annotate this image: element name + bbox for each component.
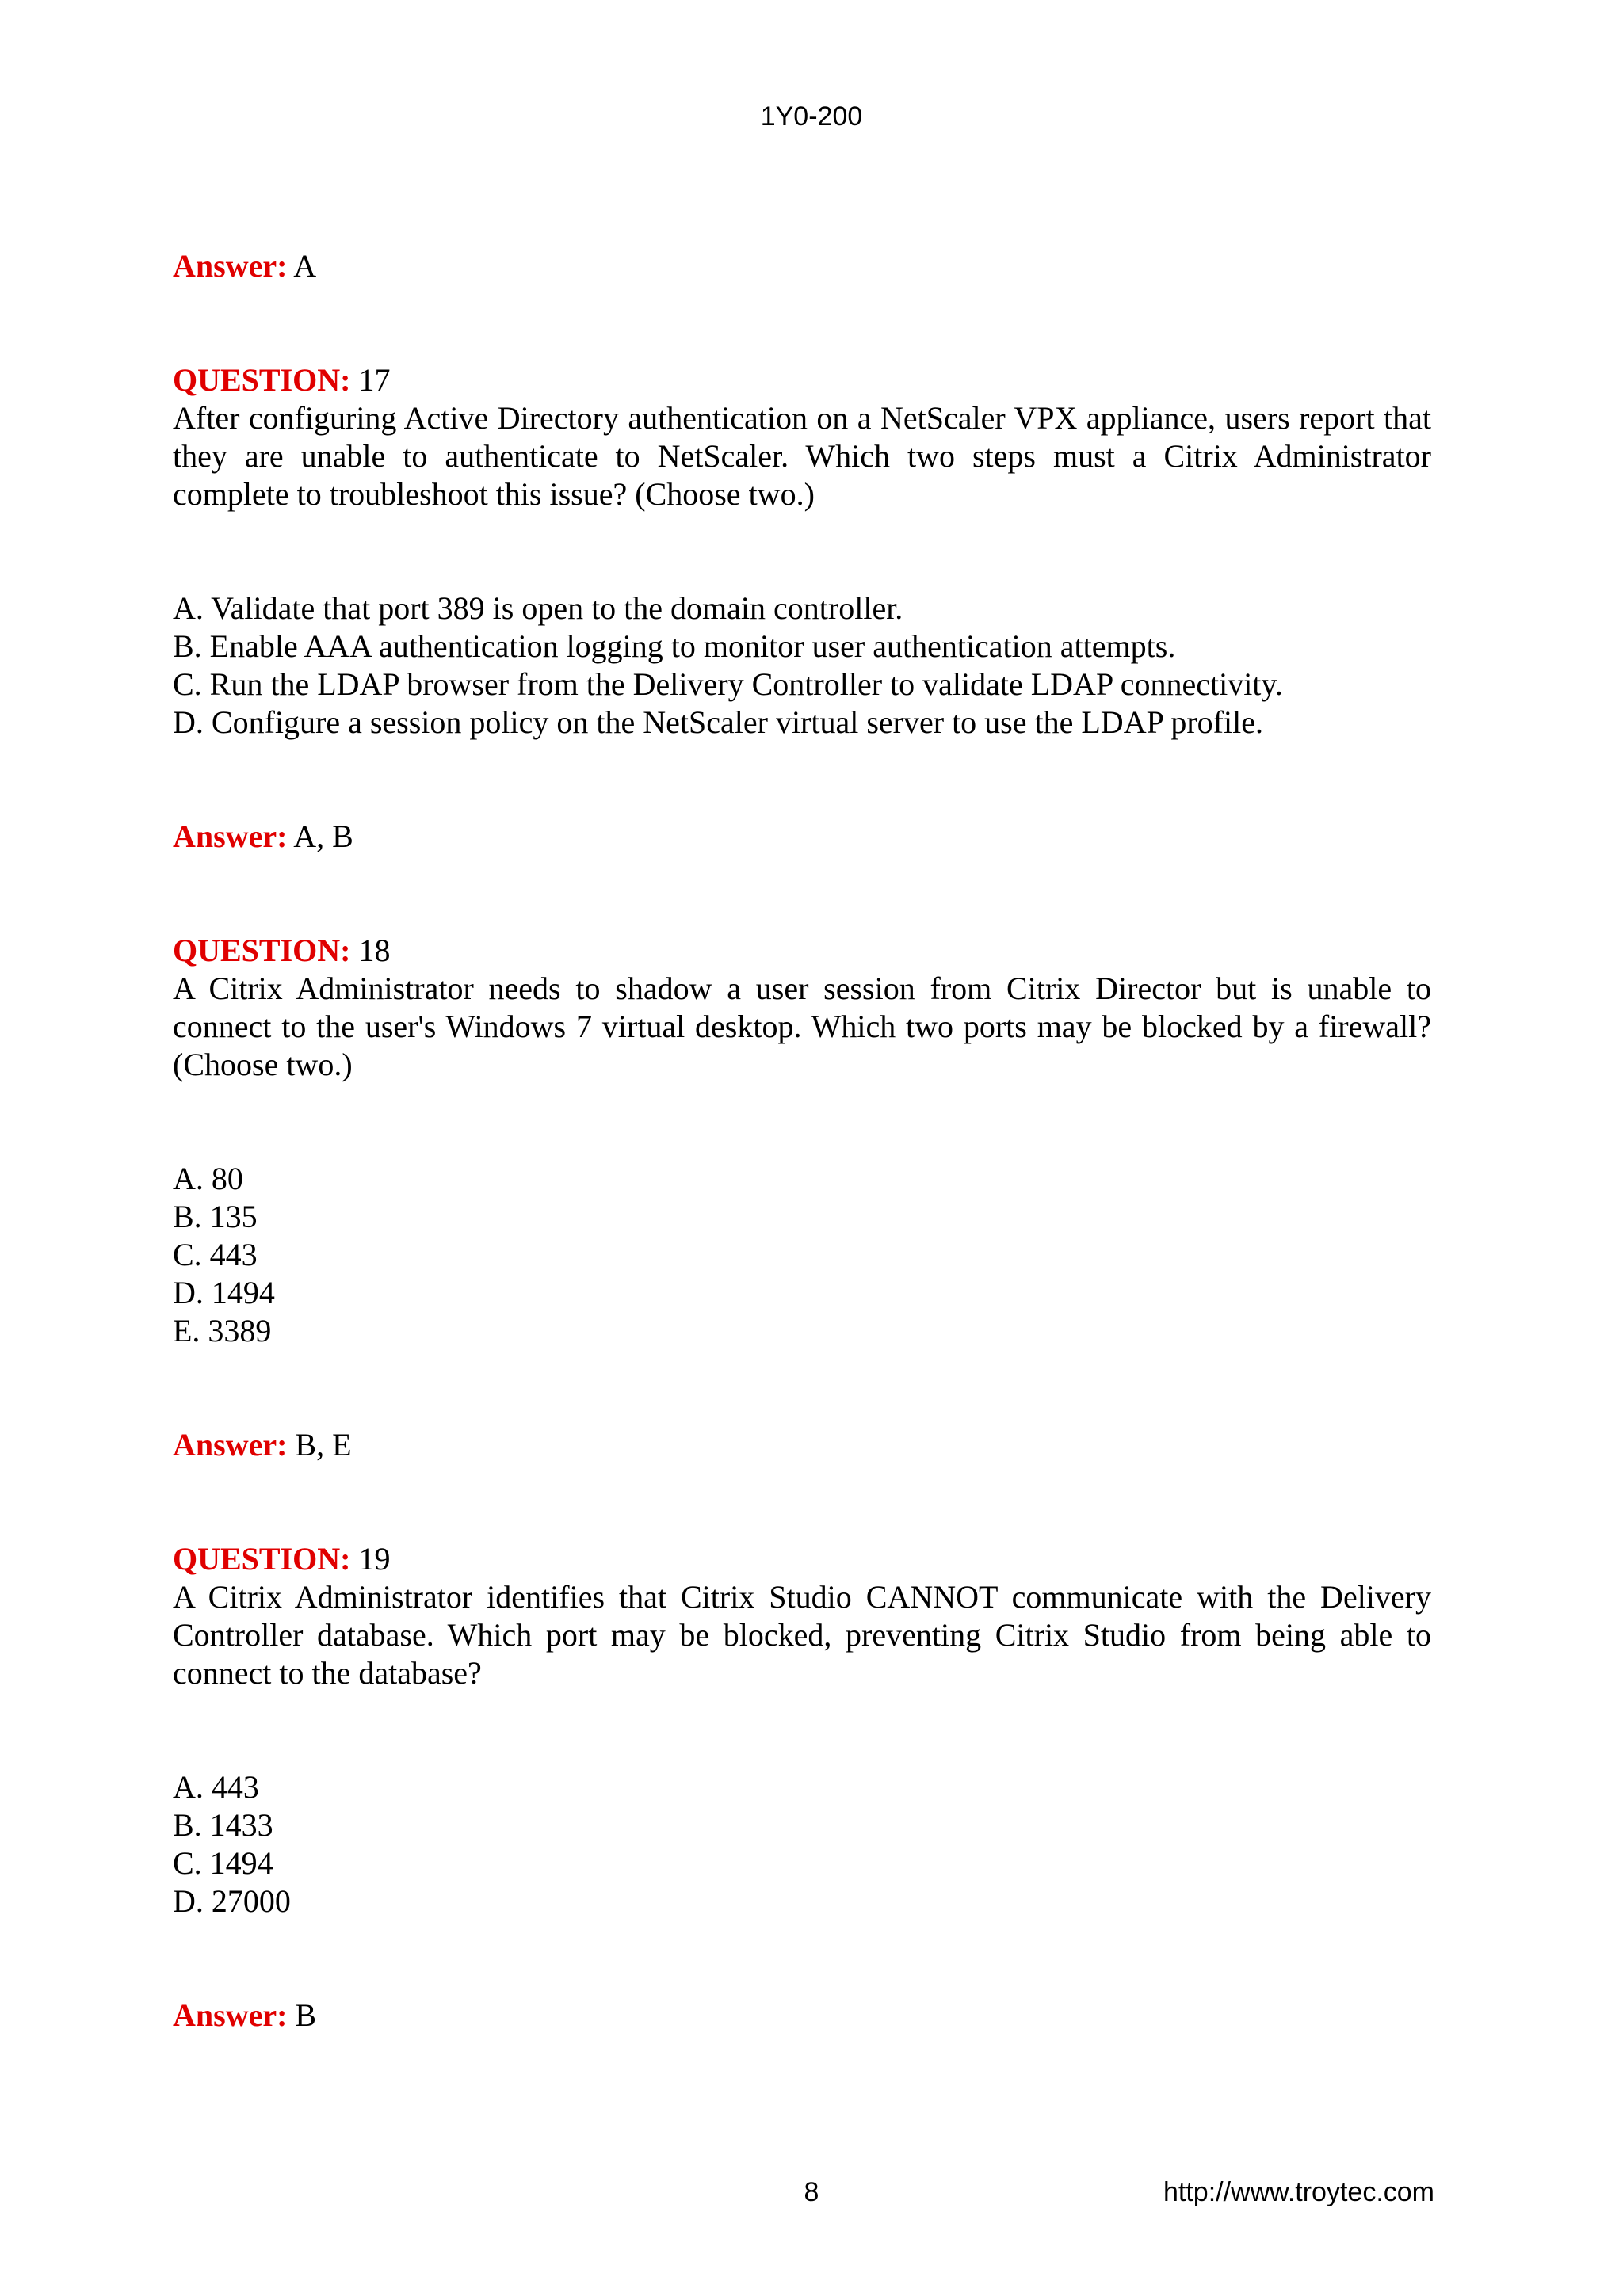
question-number: 18 <box>358 933 391 968</box>
option-item: A. 80 <box>173 1161 243 1196</box>
answer-value: B <box>295 1997 317 2033</box>
options-list-19 <box>173 1768 1431 1920</box>
question-heading <box>173 361 1431 399</box>
question-18 <box>173 932 1431 1084</box>
option-item: D. 1494 <box>173 1275 275 1310</box>
question-text: A Citrix Administrator identifies that Citrix Studio CANNOT communicate with the Delivery Controller database. Which port may be blocked, preventing Citrix Studio from being able to connect to the database? <box>173 1579 1431 1691</box>
option-item: A. Validate that port 389 is open to the domain controller. <box>173 590 903 626</box>
option-item: B. 1433 <box>173 1807 273 1843</box>
page-content <box>173 247 1431 2035</box>
option-item: D. Configure a session policy on the NetScaler virtual server to use the LDAP profile. <box>173 704 1263 740</box>
option-item: C. Run the LDAP browser from the Delivery Controller to validate LDAP connectivity. <box>173 666 1283 702</box>
answer-value: A <box>293 248 317 284</box>
option-item: D. 27000 <box>173 1883 291 1919</box>
answer-block-17 <box>173 818 1431 856</box>
answer-label: Answer: <box>173 1427 288 1463</box>
question-number: 17 <box>358 362 391 398</box>
option-item: C. 1494 <box>173 1845 273 1881</box>
question-number: 19 <box>358 1541 391 1577</box>
option-item: E. 3389 <box>173 1313 272 1348</box>
page-header-exam-code: 1Y0-200 <box>760 101 863 132</box>
question-heading <box>173 932 1431 970</box>
answer-label: Answer: <box>173 248 288 284</box>
question-label: QUESTION: <box>173 1541 351 1577</box>
question-19 <box>173 1540 1431 1692</box>
question-text: After configuring Active Directory authentication on a NetScaler VPX appliance, users report that they are unable to authenticate to NetScaler. Which two steps must a Citrix Administrator complete to troubleshoot this issue? (Choose two.) <box>173 400 1431 512</box>
answer-block-19 <box>173 1997 1431 2035</box>
option-item: B. Enable AAA authentication logging to monitor user authentication attempts. <box>173 628 1176 664</box>
question-label: QUESTION: <box>173 362 351 398</box>
option-item: C. 443 <box>173 1237 258 1272</box>
question-heading <box>173 1540 1431 1578</box>
answer-label: Answer: <box>173 818 288 854</box>
answer-value: B, E <box>295 1427 352 1463</box>
page-number: 8 <box>804 2177 819 2207</box>
option-item: A. 443 <box>173 1769 259 1805</box>
question-text: A Citrix Administrator needs to shadow a user session from Citrix Director but is unable to connect to the user's Windows 7 virtual desktop. Which two ports may be blocked by a firewall? (Choose two.) <box>173 971 1431 1082</box>
options-list-17 <box>173 589 1431 742</box>
answer-block-prev <box>173 247 1431 285</box>
answer-value: A, B <box>293 818 353 854</box>
answer-block-18 <box>173 1426 1431 1464</box>
option-item: B. 135 <box>173 1199 258 1234</box>
question-17 <box>173 361 1431 513</box>
question-label: QUESTION: <box>173 933 351 968</box>
options-list-18 <box>173 1160 1431 1350</box>
answer-label: Answer: <box>173 1997 288 2033</box>
footer-url: http://www.troytec.com <box>1163 2177 1434 2207</box>
